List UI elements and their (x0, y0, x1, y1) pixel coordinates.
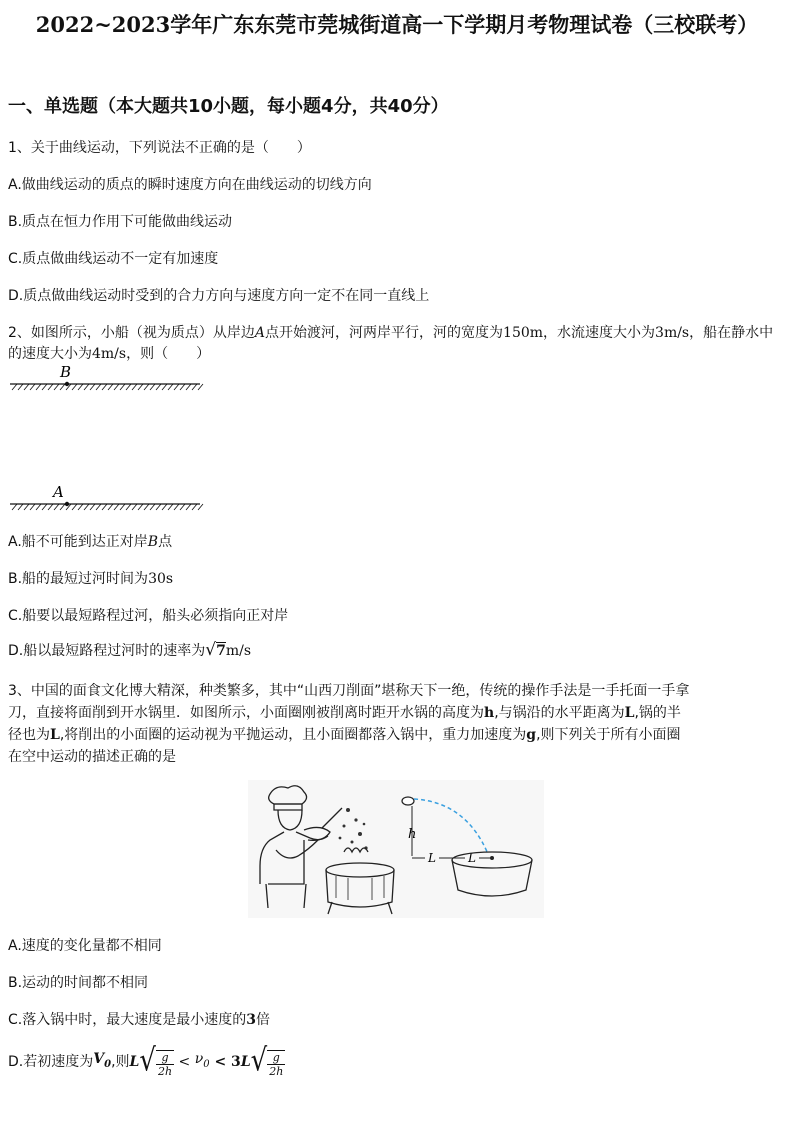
bank-hatch (132, 504, 137, 510)
bank-hatch (78, 384, 83, 390)
sqrt-sign: √ (205, 640, 217, 660)
q2-option-b: B.船的最短过河时间为30s (8, 571, 174, 587)
point-a-dot (65, 502, 69, 506)
bank-hatch (126, 504, 131, 510)
bank-hatch (18, 504, 23, 510)
bank-hatch (186, 384, 191, 390)
river-figure (0, 360, 220, 520)
bank-hatch (162, 384, 167, 390)
bank-hatch (84, 504, 89, 510)
q2-option-d: D.船以最短路程过河时的速率为√7m/s (8, 640, 252, 660)
bank-hatch (198, 504, 203, 510)
noodle-ring (402, 797, 414, 805)
near-bank (10, 483, 203, 510)
bank-hatch (156, 504, 161, 510)
bank-hatch (120, 384, 125, 390)
bank-hatch (60, 384, 65, 390)
fraction-2: $\frac{g}{2h}$ (269, 1051, 284, 1078)
q2-var-a: A (254, 325, 266, 341)
q3-option-d: D.若初速度为 $V_0$ ,则 L √ $\frac{g}{2h}$ < $\nu_0$ < 3 L √ $\frac{g}{2h}$ (8, 1042, 284, 1079)
bank-hatch (90, 504, 95, 510)
q3-stem-line2: 刀，直接将面削到开水锅里．如图所示，小面圈刚被削离时距开水锅的高度为h,与锅沿的水平距离为L,锅的半 (8, 705, 681, 721)
q3-stem-line3: 径也为L,将削出的小面圈的运动视为平抛运动，且小面圈都落入锅中，重力加速度为g,则下列关于所有小面圈 (8, 727, 681, 743)
bank-hatch (114, 504, 119, 510)
bank-hatch (36, 504, 41, 510)
bank-hatch (12, 384, 17, 390)
bank-hatch (102, 384, 107, 390)
bank-hatch (156, 384, 161, 390)
q1-stem: 1、关于曲线运动，下列说法不正确的是（ ） (8, 140, 311, 156)
q1-option-a: A.做曲线运动的质点的瞬时速度方向在曲线运动的切线方向 (8, 177, 372, 193)
q3-stem-line1: 3、中国的面食文化博大精深，种类繁多，其中“山西刀削面”堪称天下一绝，传统的操作手法是一手托面一手拿 (8, 683, 690, 699)
bank-hatch (54, 504, 59, 510)
bank-hatch (72, 504, 77, 510)
point-a-label: A (53, 483, 64, 501)
bank-hatch (96, 504, 101, 510)
bank-hatch (78, 504, 83, 510)
bank-hatch (72, 384, 77, 390)
bank-hatch (174, 504, 179, 510)
bank-hatch (42, 384, 47, 390)
bank-hatch (30, 504, 35, 510)
bank-hatch (174, 384, 179, 390)
q3-stem-line4: 在空中运动的描述正确的是 (8, 749, 176, 765)
bank-hatch (120, 504, 125, 510)
bank-hatch (180, 504, 185, 510)
bank-hatch (198, 384, 203, 390)
far-bank (10, 363, 203, 390)
bank-hatch (18, 384, 23, 390)
bank-hatch (102, 504, 107, 510)
noodle-figure (248, 780, 544, 918)
bank-hatch (84, 384, 89, 390)
bank-hatch (150, 504, 155, 510)
q2-option-c: C.船要以最短路程过河，船头必须指向正对岸 (8, 608, 289, 624)
bank-hatch (138, 384, 143, 390)
bank-hatch (60, 504, 65, 510)
q3-option-c: C.落入锅中时，最大速度是最小速度的3倍 (8, 1012, 270, 1028)
bank-hatch (48, 384, 53, 390)
bank-hatch (144, 504, 149, 510)
bank-hatch (180, 384, 185, 390)
bank-hatch (168, 504, 173, 510)
v0-symbol: $V_0$ (93, 1051, 112, 1070)
bank-hatch (48, 504, 53, 510)
bank-hatch (150, 384, 155, 390)
bank-hatch (192, 384, 197, 390)
bank-hatch (192, 504, 197, 510)
bank-hatch (24, 504, 29, 510)
nu0-symbol: $\nu_0$ (194, 1051, 210, 1070)
point-b-label: B (60, 363, 72, 381)
point-b-dot (65, 382, 69, 386)
bank-hatch (96, 384, 101, 390)
radical-1: √ $\frac{g}{2h}$ (139, 1042, 173, 1079)
bank-hatch (186, 504, 191, 510)
bank-hatch (12, 504, 17, 510)
bank-hatch (132, 384, 137, 390)
bank-hatch (42, 504, 47, 510)
bank-hatch (90, 384, 95, 390)
fraction-1: $\frac{g}{2h}$ (157, 1051, 173, 1078)
bank-hatch (30, 384, 35, 390)
bank-hatch (138, 504, 143, 510)
q2-stem: 2、如图所示，小船（视为质点）从岸边A点开始渡河，河两岸平行，河的宽度为150m，水流速度大小为3m/s，船在静水中的速度大小为4m/s，则（ ） (8, 325, 774, 362)
radical-2: √ $\frac{g}{2h}$ (250, 1042, 284, 1079)
q1-option-d: D.质点做曲线运动时受到的合力方向与速度方向一定不在同一直线上 (8, 288, 430, 304)
q3-option-b: B.运动的时间都不相同 (8, 975, 149, 991)
section-heading: 一、单选题（本大题共10小题，每小题4分，共40分） (8, 96, 449, 117)
bank-hatch (126, 384, 131, 390)
bank-hatch (168, 384, 173, 390)
document-title: 2022~2023学年广东东莞市莞城街道高一下学期月考物理试卷（三校联考） (35, 12, 759, 37)
q1-option-b: B.质点在恒力作用下可能做曲线运动 (8, 214, 233, 230)
distance-label-1: L (428, 851, 436, 865)
bank-hatch (108, 384, 113, 390)
bank-hatch (108, 504, 113, 510)
bank-hatch (114, 384, 119, 390)
bank-hatch (162, 504, 167, 510)
bank-hatch (54, 384, 59, 390)
q3-option-a: A.速度的变化量都不相同 (8, 938, 162, 954)
q2-option-a: A.船不可能到达正对岸B点 (8, 534, 173, 550)
bank-hatch (36, 384, 41, 390)
height-label: h (408, 827, 417, 842)
q1-option-c: C.质点做曲线运动不一定有加速度 (8, 251, 219, 267)
bank-hatch (24, 384, 29, 390)
bank-hatch (144, 384, 149, 390)
distance-label-2: L (468, 851, 476, 865)
